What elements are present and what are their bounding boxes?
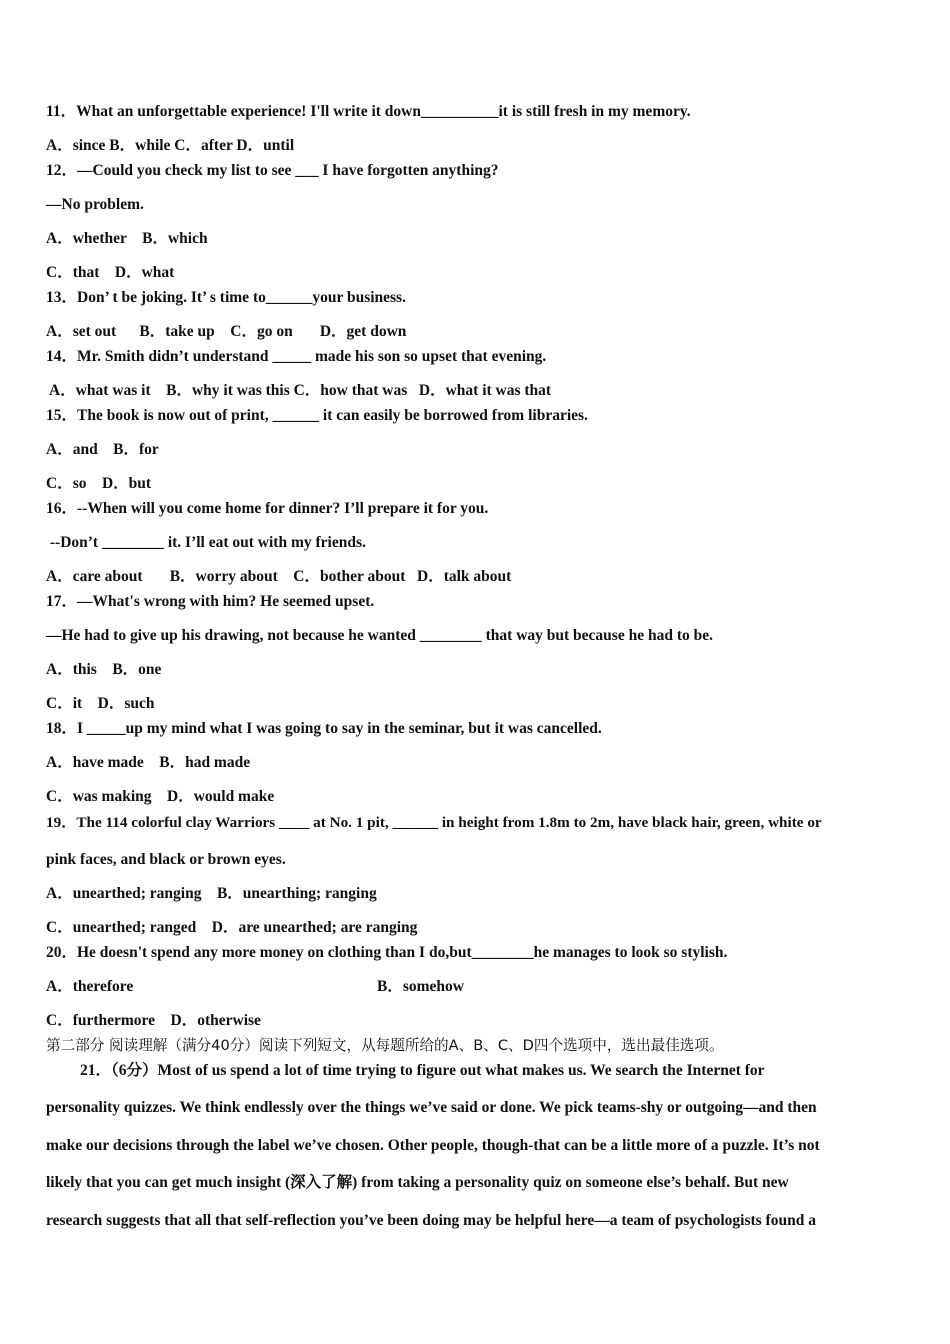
question-18-options-cd: C．was making D．would make <box>46 788 275 805</box>
question-17-options-cd: C．it D．such <box>46 695 155 712</box>
question-12-stem: 12．—Could you check my list to see ___ I have forgotten anything? <box>46 162 499 179</box>
question-19-stem: 19．The 114 colorful clay Warriors ____ at No. 1 pit, ______ in height from 1.8m to 2m, have black hair, green, white or <box>46 814 822 831</box>
question-14-options: A．what was it B．why it was this C．how that was D．what it was that <box>46 382 552 399</box>
question-12-reply: —No problem. <box>46 196 144 213</box>
question-21-passage-line: make our decisions through the label we’ve chosen. Other people, though-that can be a little more of a puzzle. It’s not <box>46 1137 820 1154</box>
question-21-passage-line: research suggests that all that self-reflection you’ve been doing may be helpful here—a team of psychologists found a <box>46 1212 816 1229</box>
question-20-option-b: B．somehow <box>377 978 464 995</box>
question-11-options: A．since B．while C．after D．until <box>46 137 295 154</box>
question-20-option-a: A．therefore <box>46 978 134 995</box>
question-20-options-cd: C．furthermore D．otherwise <box>46 1012 261 1029</box>
question-16-stem: 16．--When will you come home for dinner? I’ll prepare it for you. <box>46 500 489 517</box>
question-21-passage-line: 21．（6分）Most of us spend a lot of time trying to figure out what makes us. We search the Internet for <box>80 1062 765 1079</box>
question-17-stem: 17．—What's wrong with him? He seemed upset. <box>46 593 375 610</box>
question-12-options-ab: A．whether B．which <box>46 230 208 247</box>
question-20-stem: 20．He doesn't spend any more money on clothing than I do,but________he manages to look so stylish. <box>46 944 728 961</box>
question-18-options-ab: A．have made B．had made <box>46 754 251 771</box>
question-13-options: A．set out B．take up C．go on D．get down <box>46 323 407 340</box>
section-2-heading: 第二部分 阅读理解（满分40分）阅读下列短文，从每题所给的A、B、C、D四个选项中，选出最佳选项。 <box>46 1037 724 1054</box>
question-16-options: A．care about B．worry about C．bother about D．talk about <box>46 568 512 585</box>
question-11-stem: 11．What an unforgettable experience! I'll write it down__________it is still fresh in my memory. <box>46 103 691 120</box>
question-13-stem: 13．Don’ t be joking. It’ s time to______your business. <box>46 289 406 306</box>
question-17-options-ab: A．this B．one <box>46 661 162 678</box>
question-18-stem: 18．I _____up my mind what I was going to say in the seminar, but it was cancelled. <box>46 720 602 737</box>
question-14-stem: 14．Mr. Smith didn’t understand _____ made his son so upset that evening. <box>46 348 547 365</box>
question-17-reply: —He had to give up his drawing, not because he wanted ________ that way but because he had to be. <box>46 627 713 644</box>
question-19-stem-continued: pink faces, and black or brown eyes. <box>46 851 286 868</box>
question-19-options-cd: C．unearthed; ranged D．are unearthed; are ranging <box>46 919 418 936</box>
question-15-options-cd: C．so D．but <box>46 475 152 492</box>
question-21-passage-line: personality quizzes. We think endlessly over the things we’ve said or done. We pick teams-shy or outgoing—and then <box>46 1099 817 1116</box>
question-15-stem: 15．The book is now out of print, ______ it can easily be borrowed from libraries. <box>46 407 588 424</box>
question-21-passage-line: likely that you can get much insight (深入了解) from taking a personality quiz on someone else’s behalf. But new <box>46 1174 789 1191</box>
question-12-options-cd: C．that D．what <box>46 264 175 281</box>
question-16-reply: --Don’t ________ it. I’ll eat out with my friends. <box>46 534 366 551</box>
question-15-options-ab: A．and B．for <box>46 441 159 458</box>
question-19-options-ab: A．unearthed; ranging B．unearthing; ranging <box>46 885 377 902</box>
